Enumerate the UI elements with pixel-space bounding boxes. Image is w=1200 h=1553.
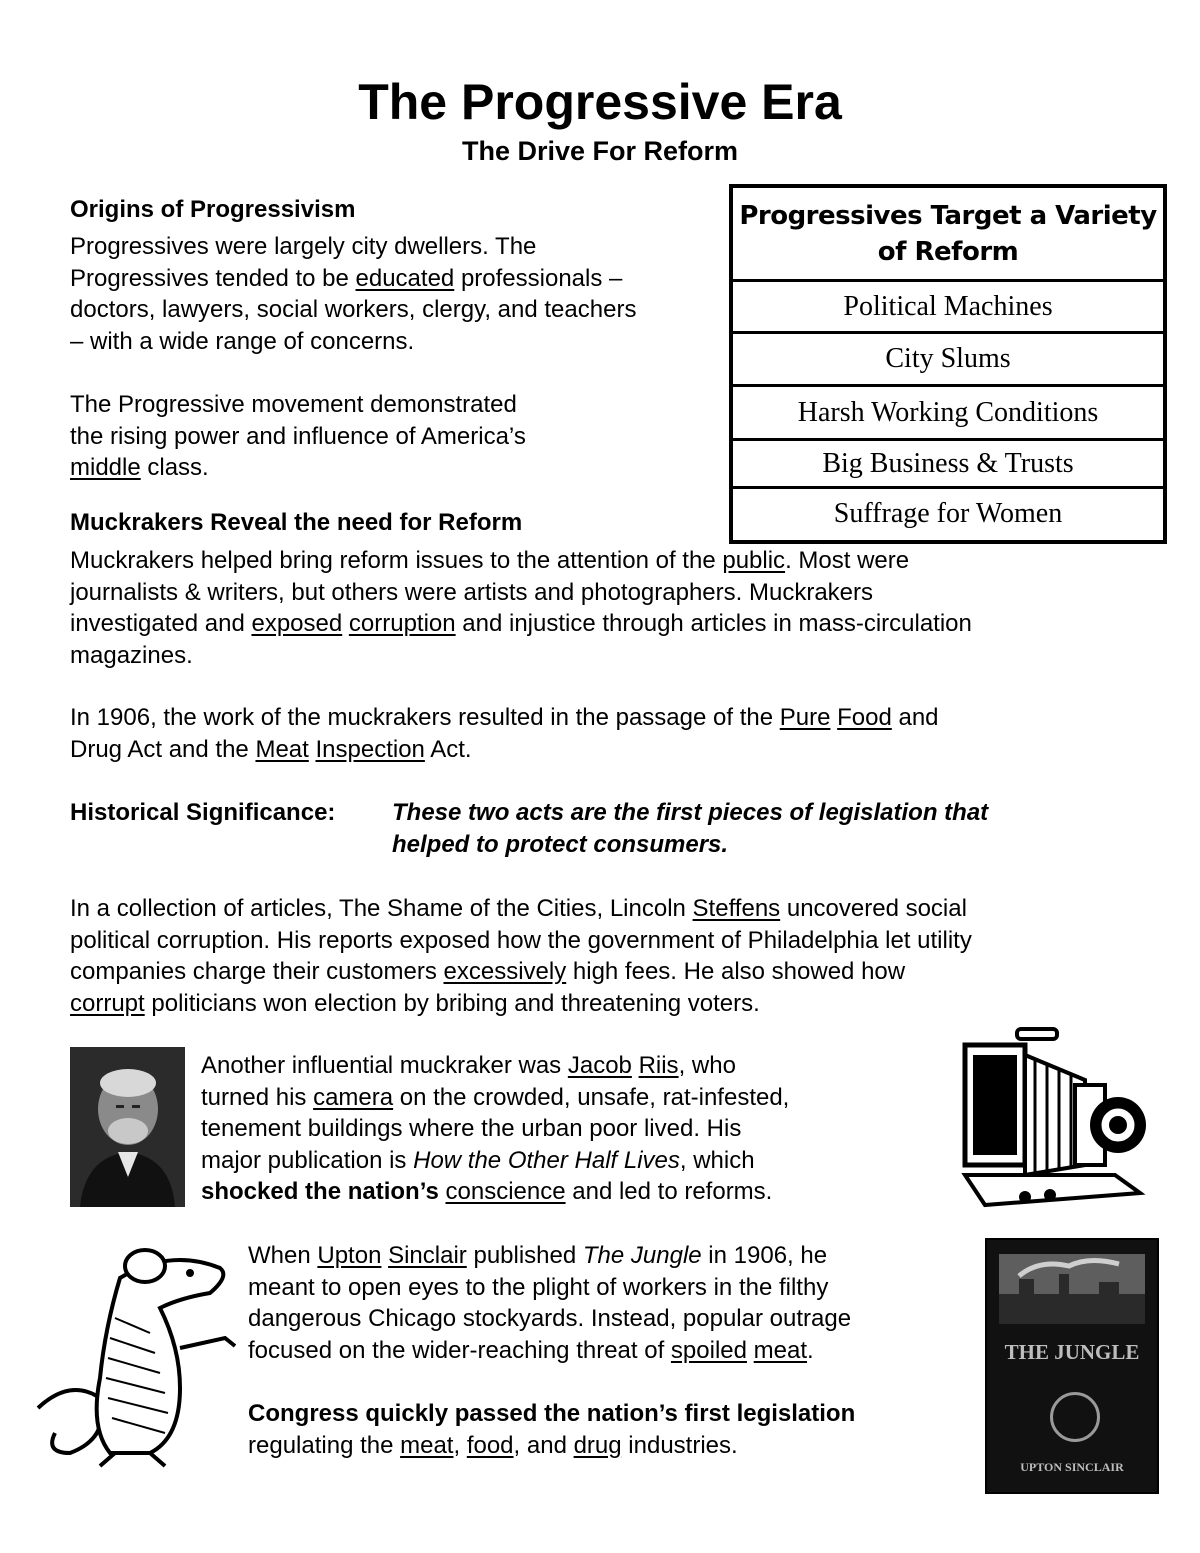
reform-box-title: Progressives Target a Variety of Reform [733,188,1163,282]
muckrakers-paragraph-1: Muckrakers helped bring reform issues to the attention of the public. Most were journalists & writers, but others were artists and photographers. Muckrakers investigated and exposed corruption and injustice through articles in mass-circulation magazines. [70,547,972,669]
reform-item: Harsh Working Conditions [733,387,1163,441]
book-author: UPTON SINCLAIR [1020,1460,1124,1474]
page-subtitle: The Drive For Reform [461,136,739,166]
significance-label: Historical Significance: [70,799,336,826]
cover-illustration [999,1254,1145,1324]
sinclair-paragraph-2: Congress quickly passed the nation’s first legislation regulating the meat, food, and drug industries. [248,1400,856,1459]
origins-heading: Origins of Progressivism [70,196,356,223]
rat-illustration [30,1238,245,1468]
reform-item: Political Machines [733,282,1163,334]
origins-paragraph-2: The Progressive movement demonstrated the rising power and influence of America’s middle class. [70,391,526,481]
reform-item: City Slums [733,334,1163,387]
reform-targets-box [729,184,1167,544]
muckrakers-heading: Muckrakers Reveal the need for Reform [70,509,523,536]
cover-emblem [1050,1392,1100,1442]
muckrakers-paragraph-2: In 1906, the work of the muckrakers resulted in the passage of the Pure Food and Drug Act and the Meat Inspection Act. [70,704,939,763]
riis-portrait-image [70,1047,185,1207]
page-title: The Progressive Era [358,74,842,130]
reform-item: Suffrage for Women [833,497,1063,529]
origins-paragraph-1: Progressives were largely city dwellers. The Progressives tended to be educated professionals – doctors, lawyers, social workers, clergy, and teachers – with a wide range of concerns. [70,233,637,355]
steffens-paragraph: In a collection of articles, The Shame of the Cities, Lincoln Steffens uncovered social political corruption. His reports exposed how the government of Philadelphia let utility companies charge their customers excessively high fees. He also showed how corrupt politicians won election by bribing and threatening voters. [70,895,972,1017]
significance-text: These two acts are the first pieces of legislation that helped to protect consumers. [392,799,989,858]
riis-paragraph: Another influential muckraker was Jacob Riis, who turned his camera on the crowded, unsafe, rat-infested, tenement buildings where the urban poor lived. His major publication is How the Other Half Lives, which shocked the nation’s conscience and led to reforms. [201,1052,790,1205]
book-title: THE JUNGLE [1004,1340,1140,1364]
sinclair-paragraph-1: When Upton Sinclair published The Jungle in 1906, he meant to open eyes to the plight of workers in the filthy dangerous Chicago stockyards. Instead, popular outrage focused on the wider-reaching threat of spoiled meat. [248,1242,852,1364]
book-cover-image [985,1238,1159,1494]
camera-illustration [955,1025,1150,1220]
reform-item: Big Business & Trusts [733,441,1163,489]
